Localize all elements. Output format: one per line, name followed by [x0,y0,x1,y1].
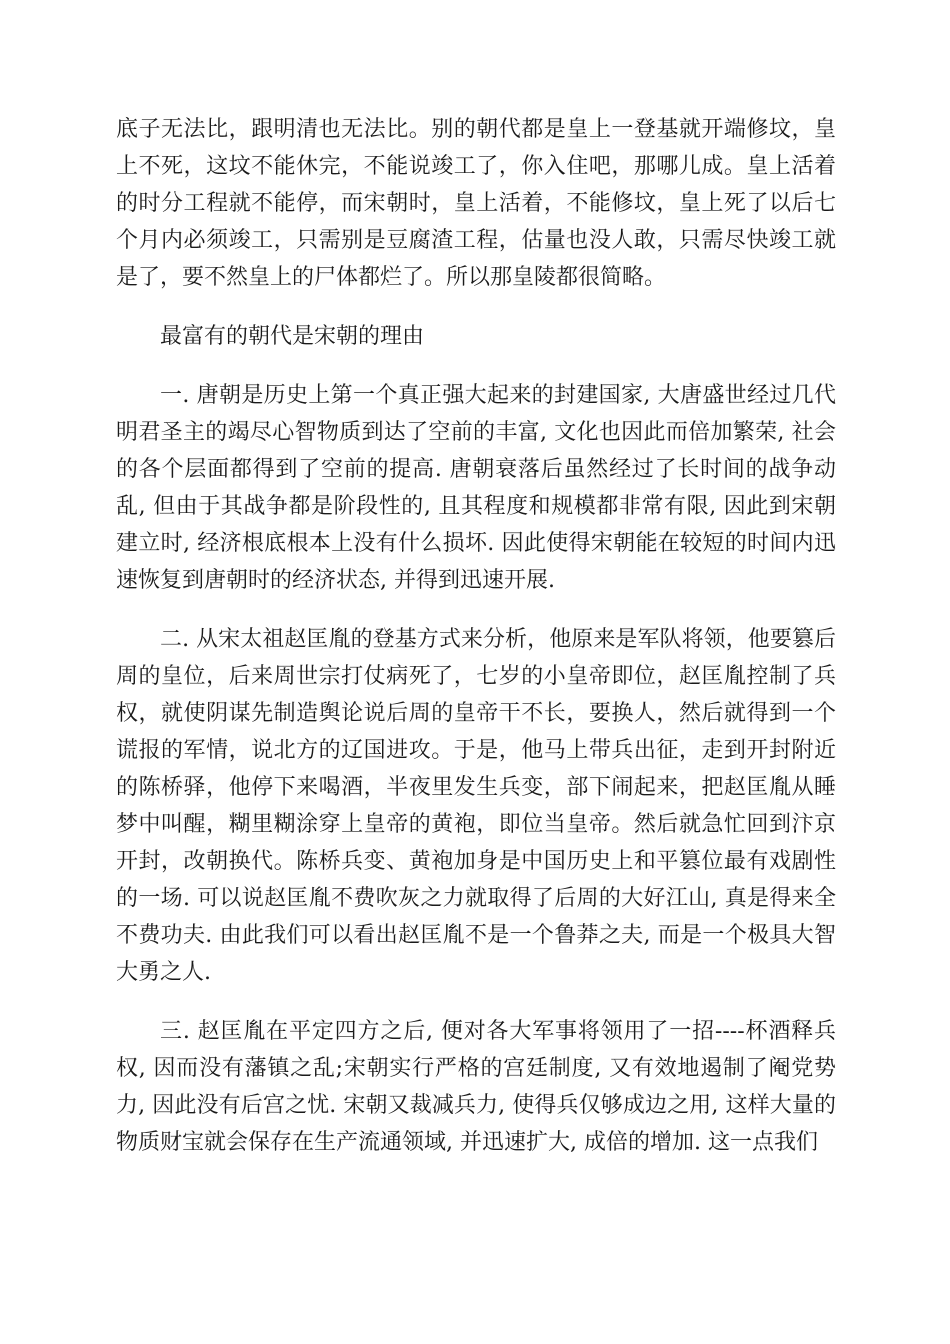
paragraph-reason-three: 三. 赵匡胤在平定四方之后, 便对各大军事将领用了一招----杯酒释兵权, 因而没有藩镇之乱;宋朝实行严格的宫廷制度, 又有效地遏制了阉党势力, 因此没有后宫之忧. 宋朝又裁减兵力, 使得兵仅够成边之用, 这样大量的物质财宝就会保存在生产流通领域, 并迅速扩大, 成倍的增加. 这一点我们 [116,1019,836,1155]
section-heading: 最富有的朝代是宋朝的理由 [160,324,425,349]
paragraph-reason-two: 二. 从宋太祖赵匡胤的登基方式来分析，他原来是军队将领，他要篡后周的皇位，后来周世宗打仗病死了，七岁的小皇帝即位，赵匡胤控制了兵权，就使阴谋先制造舆论说后周的皇帝干不长，要换人，然后就得到一个谎报的军情，说北方的辽国进攻。于是，他马上带兵出征，走到开封附近的陈桥驿，他停下来喝酒，半夜里发生兵变，部下闹起来，把赵匡胤从睡梦中叫醒，糊里糊涂穿上皇帝的黄袍，即位当皇帝。然后就急忙回到汴京开封，改朝换代。陈桥兵变、黄袍加身是中国历史上和平篡位最有戏剧性的一场. 可以说赵匡胤不费吹灰之力就取得了后周的大好江山, 真是得来全不费功夫. 由此我们可以看出赵匡胤不是一个鲁莽之夫, 而是一个极具大智大勇之人. [116,627,836,985]
document-body [116,111,836,1183]
paragraph-continuation: 底子无法比，跟明清也无法比。别的朝代都是皇上一登基就开端修坟，皇上不死，这坟不能休完，不能说竣工了，你入住吧，那哪儿成。皇上活着的时分工程就不能停，而宋朝时，皇上活着，不能修坟，皇上死了以后七个月内必须竣工，只需别是豆腐渣工程，估量也没人敢，只需尽快竣工就是了，要不然皇上的尸体都烂了。所以那皇陵都很简略。 [116,117,836,290]
paragraph-reason-one: 一. 唐朝是历史上第一个真正强大起来的封建国家, 大唐盛世经过几代明君圣主的竭尽心智物质到达了空前的丰富, 文化也因此而倍加繁荣, 社会的各个层面都得到了空前的提高. 唐朝衰落后虽然经过了长时间的战争动乱, 但由于其战争都是阶段性的, 且其程度和规模都非常有限, 因此到宋朝建立时, 经济根底根本上没有什么损坏. 因此使得宋朝能在较短的时间内迅速恢复到唐朝时的经济状态, 并得到迅速开展. [116,383,836,593]
